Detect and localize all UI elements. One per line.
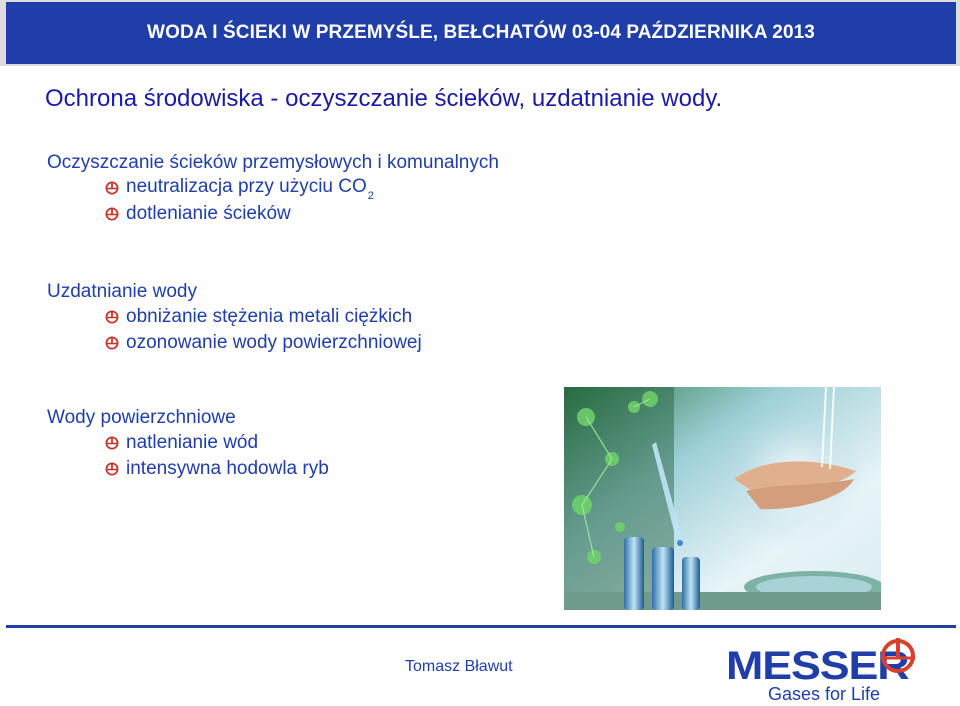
author-name: Tomasz Bławut [405, 658, 513, 675]
list-item [105, 330, 422, 356]
list-item [105, 304, 422, 330]
circle-bullet-icon [105, 207, 119, 221]
circle-bullet-icon [105, 310, 119, 324]
list-item [105, 175, 499, 201]
list-item [105, 201, 499, 227]
subscript-text: 2 [367, 189, 374, 202]
circle-bullet-icon [105, 436, 119, 450]
section-title: Oczyszczanie ścieków przemysłowych i komunalnych [47, 152, 499, 173]
logo-wordmark: MESSER [726, 644, 909, 688]
circle-bullet-icon [105, 336, 119, 350]
logo-tagline: Gases for Life [768, 684, 881, 704]
slide-subtitle: Ochrona środowiska - oczyszczanie ścieków, uzdatnianie wody. [45, 85, 723, 112]
section-title: Uzdatnianie wody [47, 281, 197, 302]
footer-divider [6, 625, 956, 628]
circle-bullet-icon [105, 181, 119, 195]
header-banner [0, 0, 960, 66]
section-water-treatment [47, 280, 422, 356]
list-item-text: dotlenianie ścieków [126, 203, 291, 224]
messer-logo-mark-icon [876, 634, 920, 678]
section-wastewater [47, 151, 499, 227]
section-surface-water [47, 406, 329, 482]
circle-bullet-icon [105, 462, 119, 476]
list-item [105, 430, 329, 456]
list-item-text: obniżanie stężenia metali ciężkich [126, 306, 413, 327]
list-item-text: ozonowanie wody powierzchniowej [126, 332, 422, 353]
list-item-text: intensywna hodowla ryb [126, 458, 329, 479]
list-item-text: natlenianie wód [126, 432, 259, 453]
header-title: WODA I ŚCIEKI W PRZEMYŚLE, BEŁCHATÓW 03-04 PAŹDZIERNIKA 2013 [147, 22, 815, 43]
list-item [105, 456, 329, 482]
header-bar [6, 2, 956, 64]
list-item-text: neutralizacja przy użyciu $CO_2$ [126, 176, 374, 202]
section-title: Wody powierzchniowe [47, 407, 236, 428]
water-treatment-photo [564, 387, 881, 610]
messer-logo [724, 632, 944, 706]
